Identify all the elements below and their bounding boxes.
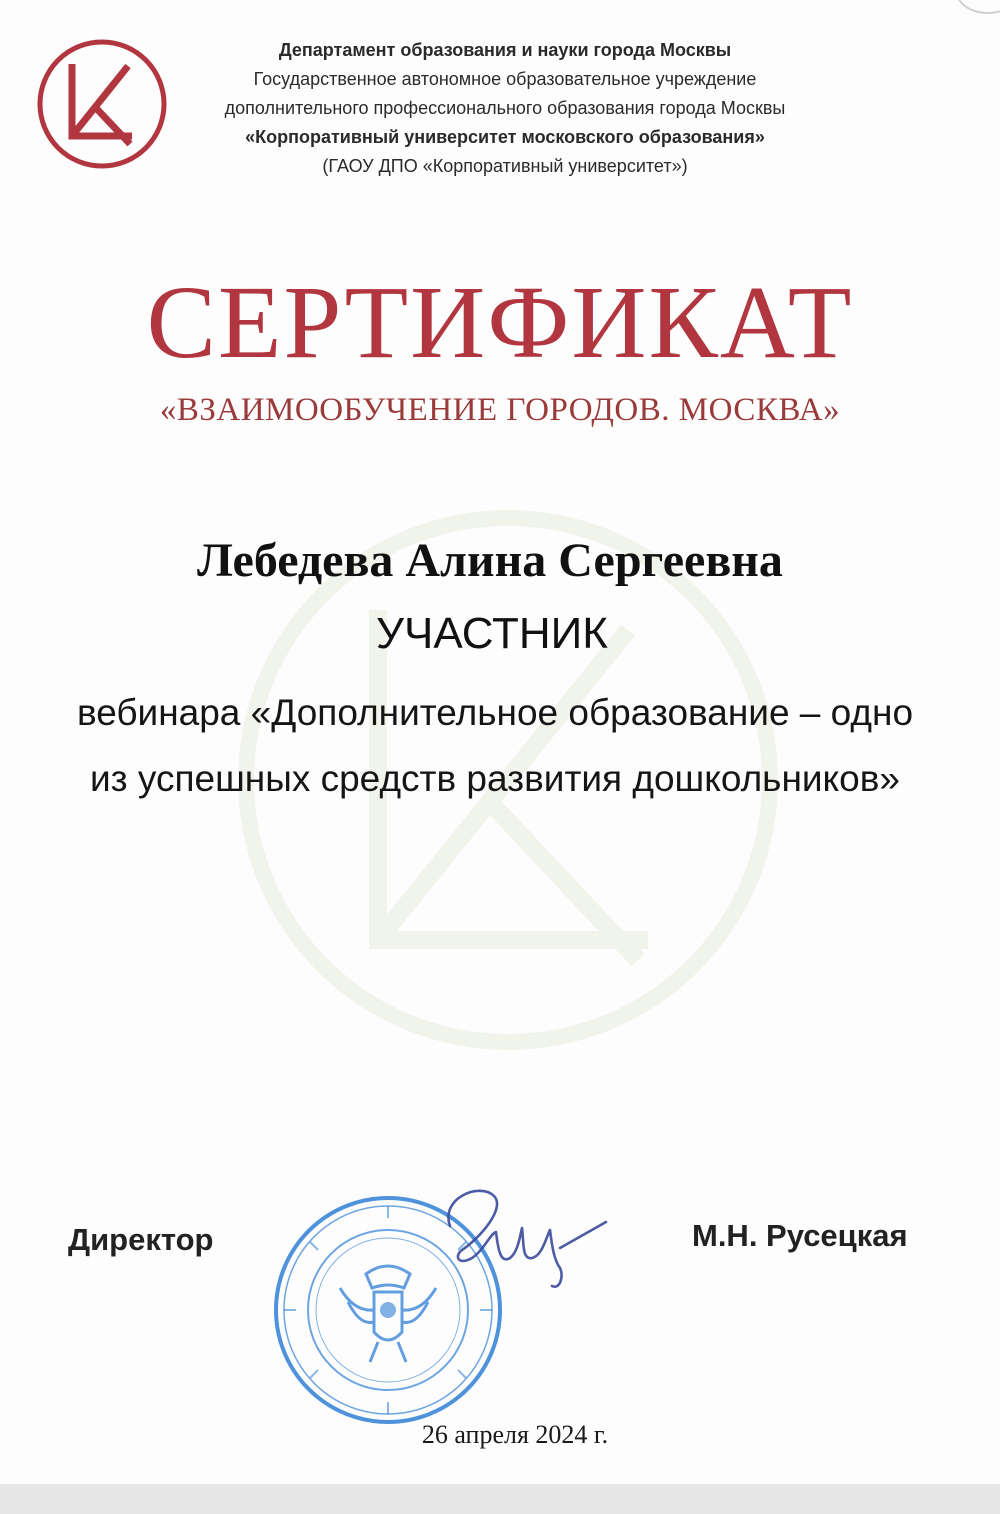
participant-role: УЧАСТНИК [376,609,608,658]
institution-line-1: Государственное автономное образовательное учреждение [253,69,757,89]
event-line-2: из успешных средств развития дошкольников» [90,758,900,799]
handwritten-signature-icon [410,1178,610,1298]
university-logo-icon [34,36,170,172]
certificate-title: СЕРТИФИКАТ [146,265,854,380]
institution-name: «Корпоративный университет московского образования» [245,127,765,147]
recipient-name: Лебедева Алина Сергеевна [197,534,783,587]
bottom-strip [0,1484,1000,1514]
program-name: «ВЗАИМООБУЧЕНИЕ ГОРОДОВ. МОСКВА» [159,392,841,428]
signatory-name: М.Н. Русецкая [692,1218,908,1253]
organization-header [185,36,825,181]
signatory-position: Директор [68,1222,214,1257]
event-description [0,680,990,812]
institution-line-2: дополнительного профессионального образования города Москвы [224,98,786,118]
institution-short-name: (ГАОУ ДПО «Корпоративный университет») [322,156,688,176]
event-line-1: вебинара «Дополнительное образование – одно [76,692,914,733]
department-name: Департамент образования и науки города Москвы [278,40,732,60]
issue-date: 26 апреля 2024 г. [421,1420,609,1449]
page-corner-arc [956,0,1000,14]
